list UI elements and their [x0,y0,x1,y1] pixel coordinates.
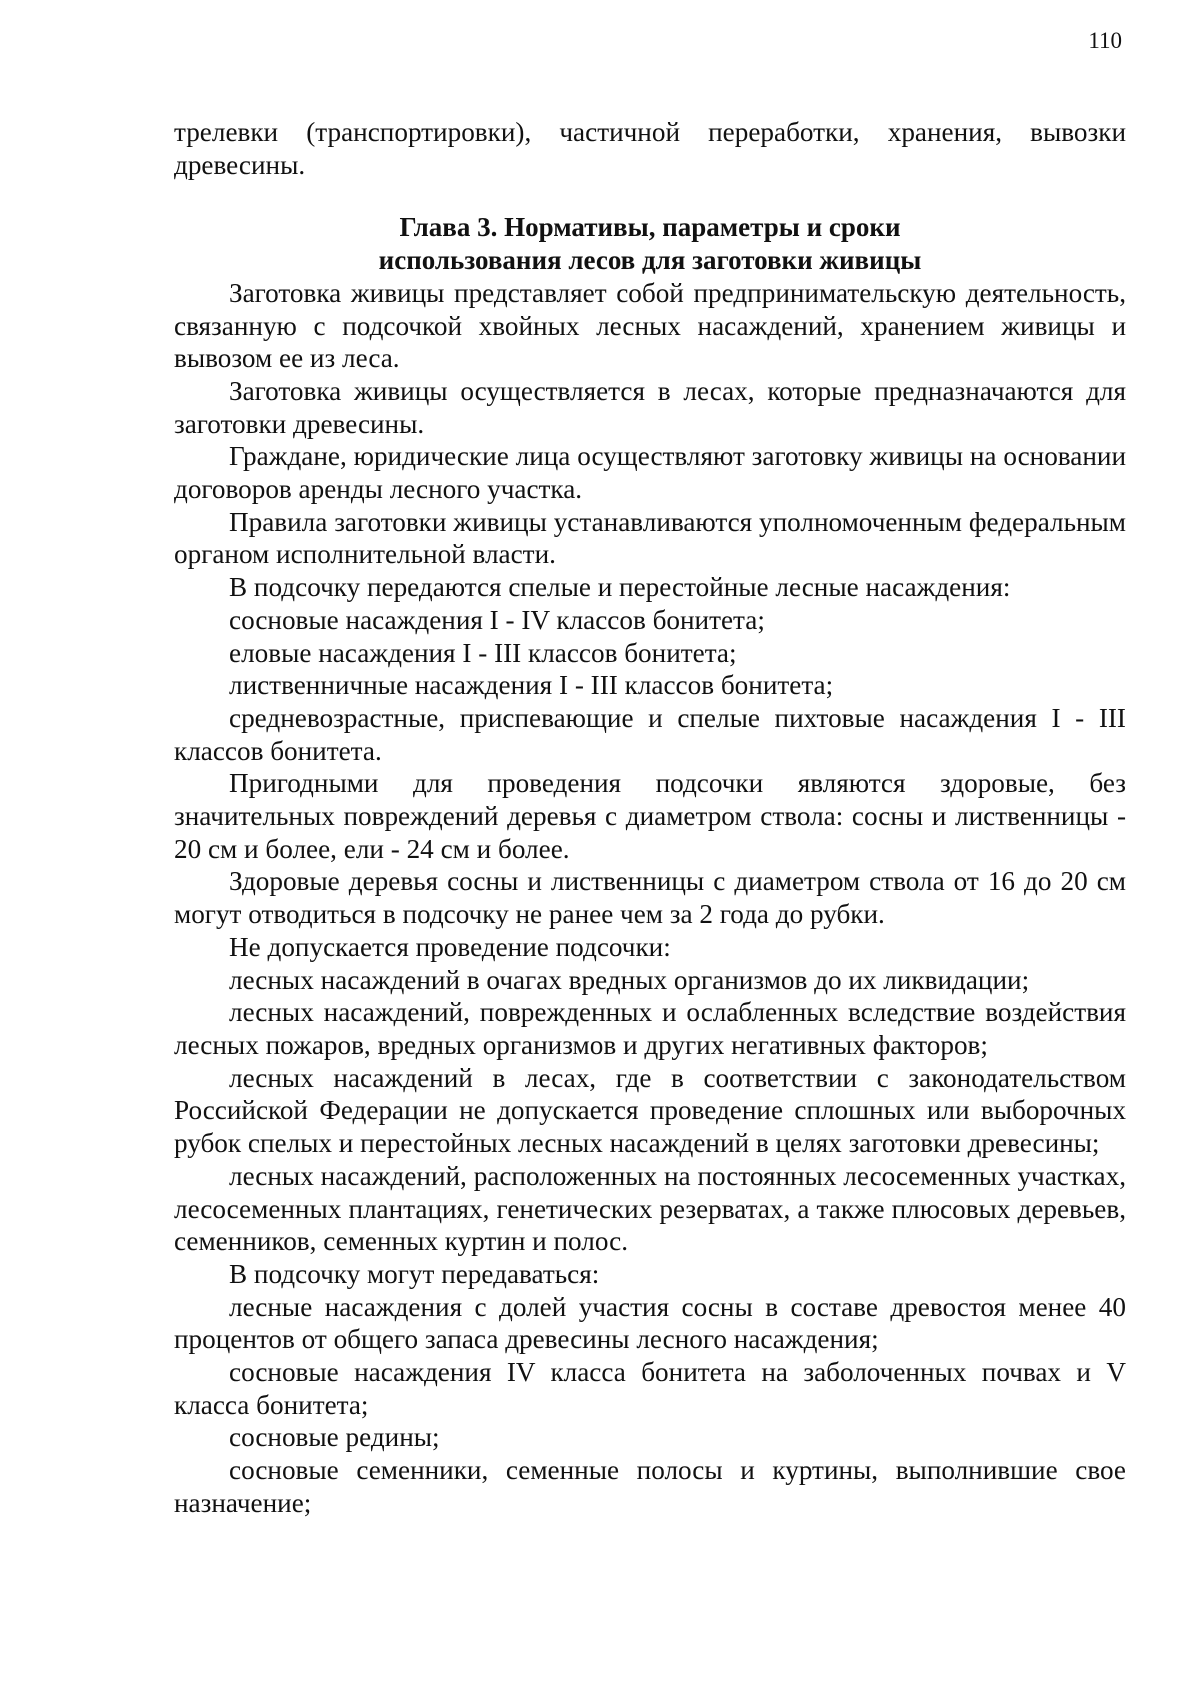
paragraph: Пригодными для проведения подсочки являются здоровые, без значительных повреждений деревья с диаметром ствола: сосны и лиственницы - 20 см и более, ели - 24 см и более. [174,768,1126,864]
paragraph: Заготовка живицы представляет собой предпринимательскую деятельность, связанную с подсочкой хвойных лесных насаждений, хранением живицы и вывозом ее из леса. [174,277,1126,374]
page-content [174,116,1126,1520]
list-item: лесных насаждений в очагах вредных организмов до их ликвидации; [229,964,1030,995]
paragraph: В подсочку могут передаваться: [229,1258,600,1289]
paragraph: Здоровые деревья сосны и лиственницы с диаметром ствола от 16 до 20 см могут отводиться в подсочку не ранее чем за 2 года до рубки. [174,866,1126,930]
list-item: лесных насаждений, расположенных на постоянных лесосеменных участках, лесосеменных плантациях, генетических резерватах, а также плюсовых деревьев, семенников, семенных куртин и полос. [174,1160,1126,1257]
list-item: еловые насаждения I - III классов бонитета; [229,637,737,668]
chapter-title-line-2: использования лесов для заготовки живицы [378,245,922,276]
paragraph: Правила заготовки живицы устанавливаются уполномоченным федеральным органом исполнительной власти. [174,506,1126,570]
list-item: сосновые насаждения I - IV классов бонитета; [229,604,765,635]
paragraph: Заготовка живицы осуществляется в лесах, которые предназначаются для заготовки древесины. [174,375,1126,439]
list-item: сосновые семенники, семенные полосы и куртины, выполнившие свое назначение; [174,1455,1126,1518]
list-item: лиственничные насаждения I - III классов бонитета; [229,670,834,701]
list-item: лесных насаждений в лесах, где в соответствии с законодательством Российской Федерации не допускается проведение сплошных или выборочных рубок спелых и перестойных лесных насаждений в целях заготовки древесины; [174,1062,1126,1159]
paragraph: Не допускается проведение подсочки: [229,931,671,962]
list-item: лесных насаждений, поврежденных и ослабленных вследствие воздействия лесных пожаров, вредных организмов и других негативных факторов; [174,997,1126,1060]
list-item: сосновые редины; [229,1422,440,1453]
paragraph: В подсочку передаются спелые и перестойные лесные насаждения: [229,572,1011,603]
list-item: сосновые насаждения IV класса бонитета на заболоченных почвах и V класса бонитета; [174,1357,1126,1420]
continued-paragraph: трелевки (транспортировки), частичной переработки, хранения, вывозки древесины. [174,117,1126,180]
chapter-heading [174,211,1126,276]
list-item: средневозрастные, приспевающие и спелые пихтовые насаждения I - III классов бонитета. [174,702,1126,766]
list-item: лесные насаждения с долей участия сосны в составе древостоя менее 40 процентов от общего запаса древесины лесного насаждения; [174,1291,1126,1355]
paragraph: Граждане, юридические лица осуществляют заготовку живицы на основании договоров аренды лесного участка. [174,441,1126,505]
page-number: 110 [1088,28,1122,53]
chapter-title-line-1: Глава 3. Нормативы, параметры и сроки [399,212,901,243]
